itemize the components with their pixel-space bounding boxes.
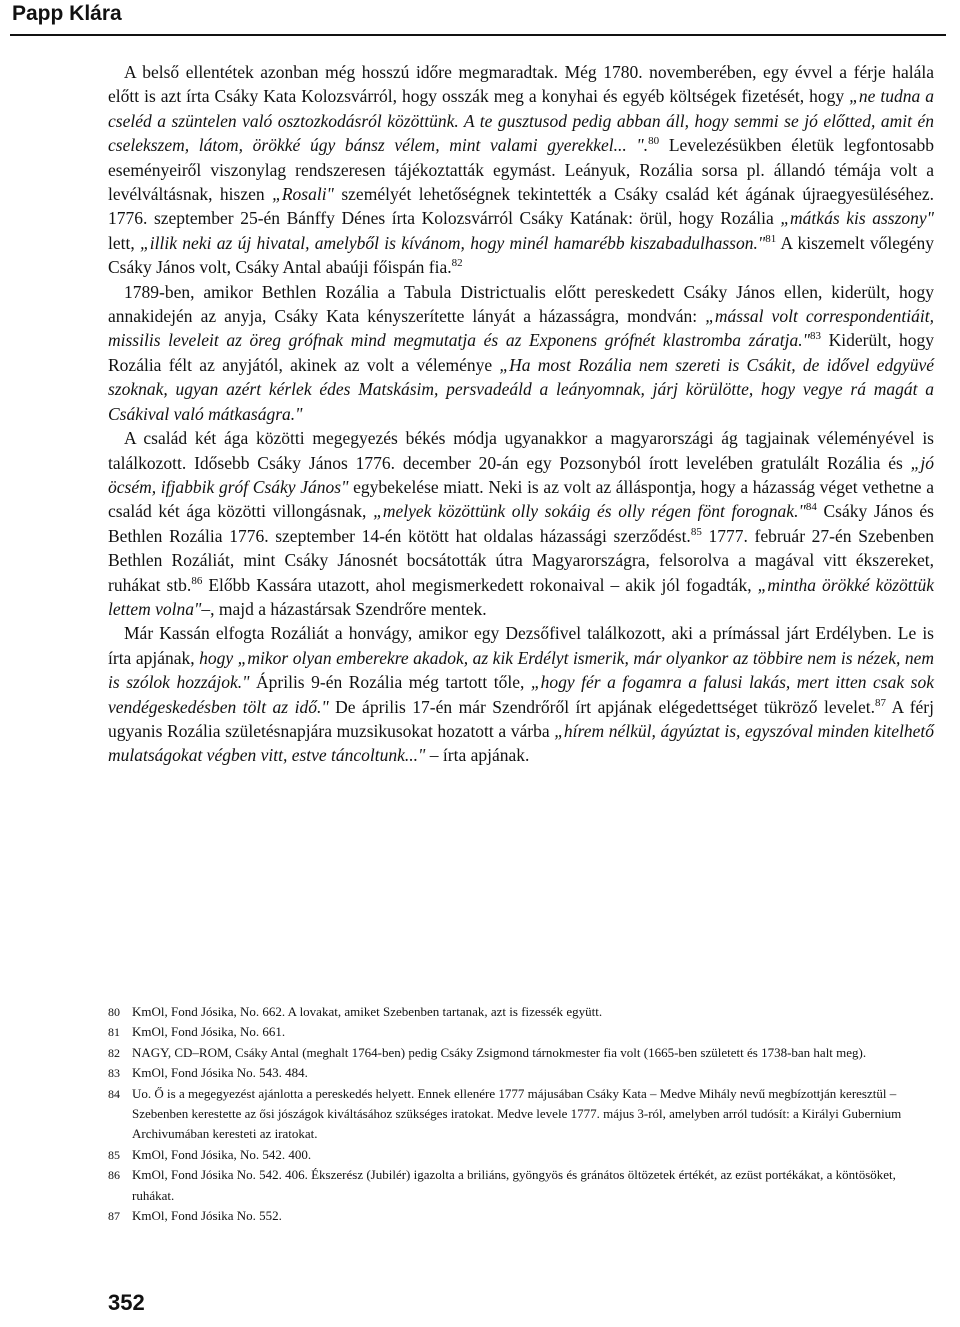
- footnote: 83 KmOl, Fond Jósika No. 543. 484.: [108, 1065, 308, 1081]
- running-header: Papp Klára: [12, 2, 122, 25]
- paragraph-1: A belső ellentétek azonban még hosszú időre megmaradtak. Még 1780. novemberében, egy évvel a férje halála előtt is azt írta Csáky Kata Kolozsvárról, hogy osszák meg a konyhai és egyéb költségek fizetését, hogy „ne tudna a cseléd a szüntelen való osztozkodásról közöttünk. A te gusztusod pedig abban áll, hogy semmi se jó előtted, amit én cselekszem, látom, örökké úgy bánsz vélem, mint valami gyerekkel... ".$^{80}$ Levelezésükben életük legfontosabb eseményeiről viszonylag rendszeresen tájékoztatták egymást. Leányuk, Rozália sorsa pl. állandó témája volt a levélváltásnak, hiszen „Rosali" személyét lehetőségnek tekintették a Csáky család két ágának újraegyesüléséhez. 1776. szeptember 25-én Bánffy Dénes írta Kolozsvárról Csáky Katának: örül, hogy Rozália „mátkás kis asszony" lett, „illik neki az új hivatal, amelyből is kívánom, hogy minél hamarébb kiszabadulhasson."$^{81}$ A kiszemelt vőlegény Csáky János volt, Csáky Antal abaúji főispán fia.$^{82}$: [108, 62, 935, 278]
- footnote-ref-81: 81: [765, 233, 777, 246]
- footnote: 87 KmOl, Fond Jósika No. 552.: [108, 1208, 282, 1224]
- footnote: 85 KmOl, Fond Jósika, No. 542. 400.: [108, 1146, 312, 1162]
- footnote: 81 KmOl, Fond Jósika, No. 661.: [108, 1024, 286, 1040]
- footnote-ref-80: 80: [648, 135, 660, 148]
- footnote-ref-82: 82: [451, 257, 463, 270]
- paragraph-2: 1789-ben, amikor Bethlen Rozália a Tabula Districtualis előtt pereskedett Csáky János ellen, kiderült, hogy annakidején az anyja, Csáky Kata kényszerítette lányát a házasságra, mondván: „mással volt correspondentiáit, missilis leveleit az öreg grófnak mind megmutatja és az Exponens grófnét klastromba záratja."$^{83}$ Kiderült, hogy Rozália félt az anyjától, akinek az volt a véleménye „Ha most Rozália nem szereti is Csákit, de idővel edgyüvé szoknak, ugyan azért kérlek édes Matskásim, persvadeáld a leányomnak, járj körülötte, hogy vegye rá magát a Csákival való mátkaságra.": [108, 281, 935, 424]
- header-rule: [10, 34, 946, 36]
- footnote-ref-83: 83: [810, 330, 821, 343]
- footnote-ref-87: 87: [875, 696, 887, 709]
- footnote-ref-85: 85: [690, 525, 702, 538]
- page-number: 352: [108, 1290, 145, 1315]
- main-text: [108, 60, 934, 768]
- footnote: 80 KmOl, Fond Jósika, No. 662. A lovakat, amiket Szebenben tartanak, azt is fizessék együtt.: [108, 1004, 603, 1019]
- footnote: 84 Uo. Ő is a megegyezést ajánlotta a pereskedés helyett. Ennek ellenére 1777 májusában Csáky Kata – Medve Mihály nevű megbízottján keresztül – Szebenben kerestette az ősi jószágok kiváltásához szükséges iratokat. Medve levele 1777. május 3-ról, amelyben arról tudósít: a Királyi Gubernium Archivumában keresteti az iratokat.: [108, 1085, 902, 1142]
- footnote-ref-86: 86: [191, 574, 203, 587]
- paragraph-3: A család két ága közötti megegyezés békés módja ugyanakkor a magyarországi ág tagjainak véleményével is találkozott. Idősebb Csáky János 1776. december 20-án egy Pozsonyból írott levelében gratulált Rozália és „jó öcsém, ifjabbik gróf Csáky János" egybekelése miatt. Neki is az volt az álláspontja, hogy a házasság véget vethetne a család két ága közötti villongásnak, „melyek közöttünk olly sokáig és olly régen fönt forognak."$^{84}$ Csáky János és Bethlen Rozália 1776. szeptember 14-én kötött hat oldalas házassági szerződést.$^{85}$ 1777. február 27-én Szebenben Bethlen Rozáliát, mint Csáky Jánosnét bocsátották útra Magyarországra, felsorolva a magával vitt ékszereket, ruhákat stb.$^{86}$ Előbb Kassára utazott, ahol megismerkedett rokonaival – akik jól fogadták, „mintha örökké közöttük lettem volna"–, majd a házastársak Szendrőre mentek.: [108, 428, 934, 619]
- paragraph-4: Már Kassán elfogta Rozáliát a honvágy, amikor egy Dezsőfivel találkozott, aki a prímással járt Erdélyben. Le is írta apjának, hogy „mikor olyan emberekre akadok, az kik Erdélyt ismerik, már olyankor az többire nem is nézek, nem is szólok hozzájok." Április 9-én Rozália még tartott tőle, „hogy fér a fogamra a falusi lakás, mert itten csak sok vendégeskedésben tölt az idő." De április 17-én már Szendrőről írt apjának elégedettséget tükröző levelet.$^{87}$ A férj ugyanis Rozália születésnapjára muzsikusokat hozatott a várba „hírem nélkül, ágyúztat is, egyszóval minden kitelhető mulatságokat végben vitt, estve táncoltunk..." – írta apjának.: [108, 623, 935, 766]
- footnote-ref-84: 84: [805, 501, 817, 514]
- footnote: 86 KmOl, Fond Jósika No. 542. 406. Ékszerész (Jubilér) igazolta a briliáns, gyöngyös és gránátos öltözetek értékét, az ezüst portékákat, a köntösöket, ruhákat.: [108, 1167, 896, 1203]
- footnotes: [108, 1002, 934, 1226]
- footnote: 82 NAGY, CD–ROM, Csáky Antal (meghalt 1764-ben) pedig Csáky Zsigmond tárnokmester fia volt (1665-ben született és 1738-ban halt meg).: [108, 1044, 867, 1060]
